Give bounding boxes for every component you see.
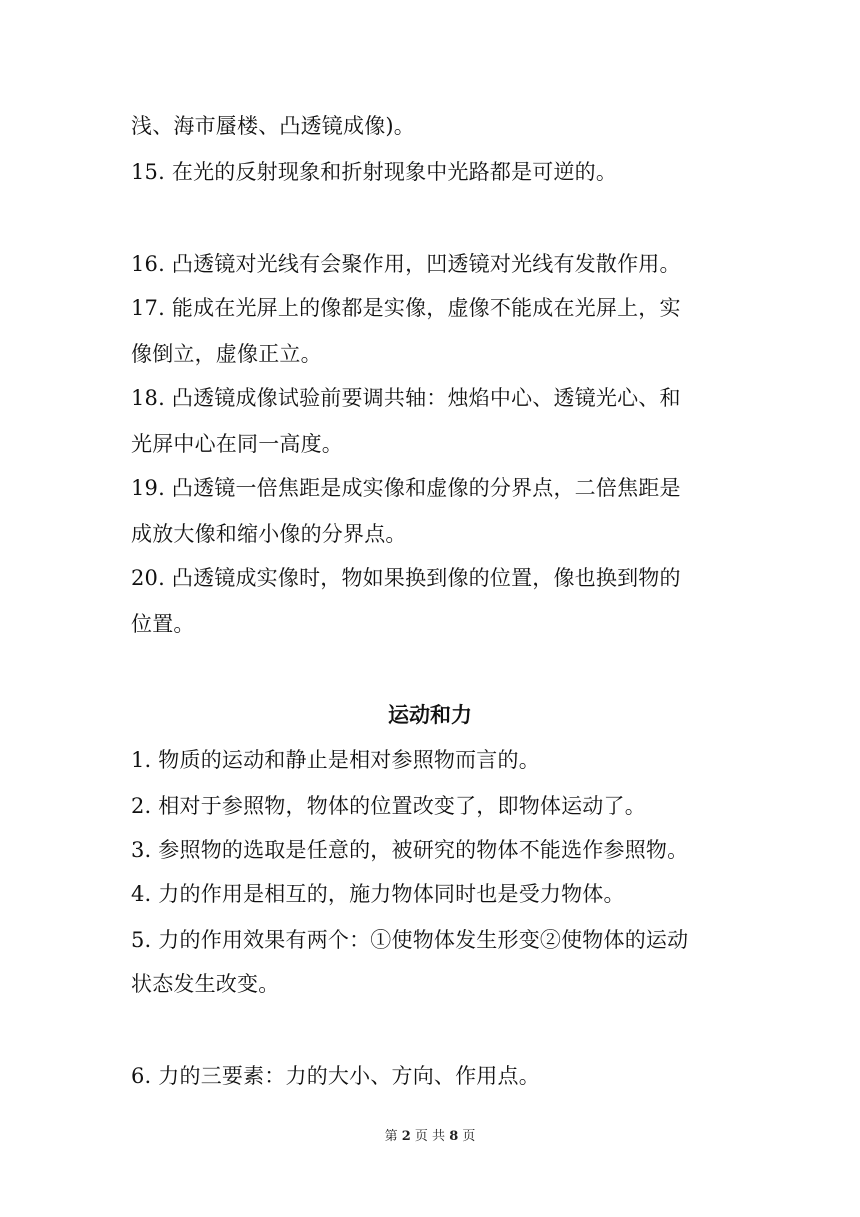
text-line: 5. 力的作用效果有两个：①使物体发生形变②使物体的运动: [131, 928, 689, 952]
footer-total-pages: 8: [449, 1129, 459, 1144]
text-line: 成放大像和缩小像的分界点。: [131, 522, 407, 546]
text-line: 16. 凸透镜对光线有会聚作用，凹透镜对光线有发散作用。: [131, 252, 681, 276]
text-line: 3. 参照物的选取是任意的，被研究的物体不能选作参照物。: [131, 838, 689, 862]
footer-prefix: 第: [384, 1129, 398, 1144]
footer-page-number: 2: [401, 1129, 411, 1144]
text-line: 19. 凸透镜一倍焦距是成实像和虚像的分界点，二倍焦距是: [131, 476, 681, 500]
text-line: 2. 相对于参照物，物体的位置改变了，即物体运动了。: [131, 794, 646, 818]
text-line: 1. 物质的运动和静止是相对参照物而言的。: [131, 748, 540, 772]
text-line: 位置。: [131, 612, 195, 636]
text-line: 状态发生改变。: [131, 972, 280, 996]
text-line: 像倒立，虚像正立。: [131, 342, 322, 366]
text-line: 浅、海市蜃楼、凸透镜成像)。: [131, 114, 415, 138]
text-line: 20. 凸透镜成实像时，物如果换到像的位置，像也换到物的: [131, 566, 681, 590]
text-line: 6. 力的三要素：力的大小、方向、作用点。: [131, 1064, 540, 1088]
footer-middle: 页 共: [414, 1129, 446, 1144]
text-line: 光屏中心在同一高度。: [131, 432, 343, 456]
text-line: 18. 凸透镜成像试验前要调共轴：烛焰中心、透镜光心、和: [131, 386, 681, 410]
section-title: 运动和力: [388, 702, 472, 727]
text-line: 15. 在光的反射现象和折射现象中光路都是可逆的。: [131, 160, 618, 184]
footer-suffix: 页: [462, 1129, 476, 1144]
text-line: 17. 能成在光屏上的像都是实像，虚像不能成在光屏上，实: [131, 296, 681, 320]
page-footer: [0, 1128, 860, 1146]
text-line: 4. 力的作用是相互的，施力物体同时也是受力物体。: [131, 882, 625, 906]
